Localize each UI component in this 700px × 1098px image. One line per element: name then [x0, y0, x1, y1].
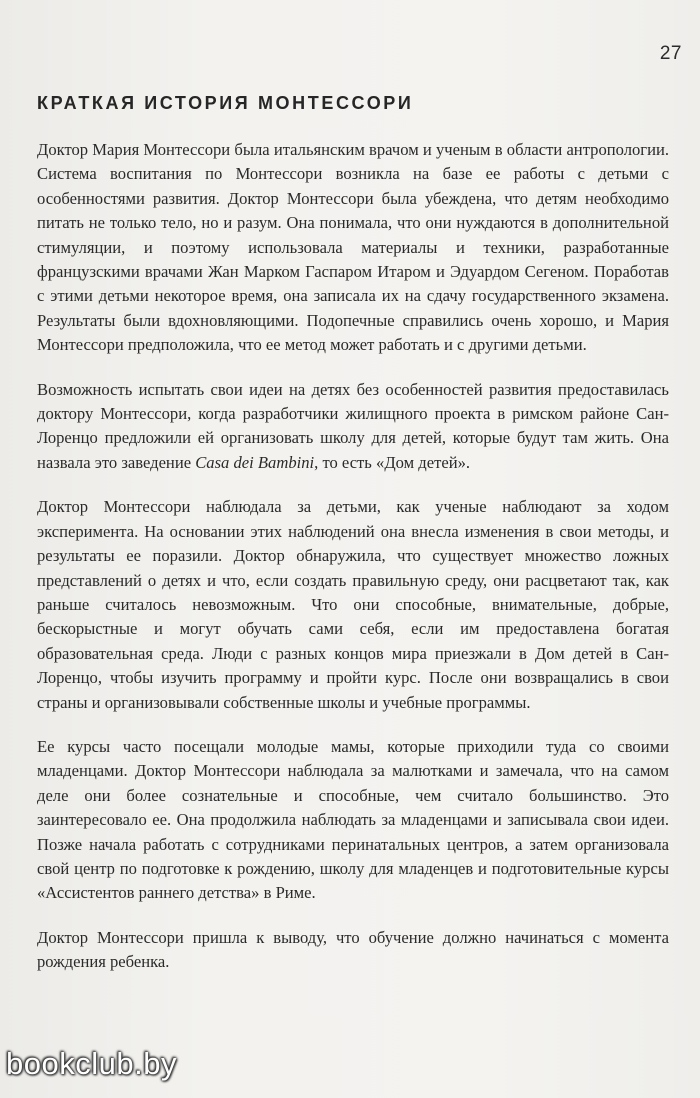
page-number: 27	[659, 43, 682, 64]
paragraph-2-italic: Casa dei Bambini	[195, 452, 315, 472]
chapter-title: КРАТКАЯ ИСТОРИЯ МОНТЕССОРИ	[37, 93, 414, 113]
paragraph-2-end: , то есть «Дом детей».	[314, 452, 471, 472]
watermark: bookclub.by	[6, 1046, 177, 1081]
paragraph-5: Доктор Монтессори пришла к выводу, что обучение должно начинаться с момента рождения ребенка.	[37, 927, 669, 972]
body-text	[37, 138, 669, 975]
paragraph-3: Доктор Монтессори наблюдала за детьми, как ученые наблюдают за ходом эксперимента. На основании этих наблюдений она внесла изменения в свои методы, и результаты ее поразили. Доктор обнаружила, что существует множество ложных представлений о детях и что, если создать правильную среду, они расцветают так, как раньше считалось невозможным. Что они способные, внимательные, добрые, бескорыстные и могут обучать сами себя, если им предоставлена богатая образовательная среда. Люди с разных концов мира приезжали в Дом детей в Сан-Лоренцо, чтобы изучить программу и пройти курс. После они возвращались в свои страны и организовывали собственные школы и учебные программы.	[37, 497, 669, 712]
paragraph-2	[37, 378, 669, 476]
paragraph-1: Доктор Мария Монтессори была итальянским врачом и ученым в области антропологии. Система воспитания по Монтессори возникла на базе ее работы с детьми с особенностями развития. Доктор Монтессори была убеждена, что детям необходимо питать не только тело, но и разум. Она понимала, что они нуждаются в дополнительной стимуляции, и поэтому использовала материалы и техники, разработанные французскими врачами Жан Марком Гаспаром Итаром и Эдуардом Сегеном. Поработав с этими детьми некоторое время, она записала их на сдачу государственного экзамена. Результаты были вдохновляющими. Подопечные справились очень хорошо, и Мария Монтессори предположила, что ее метод может работать и с другими детьми.	[37, 140, 669, 355]
paragraph-2-start: Возможность испытать свои идеи на детях без особенностей развития предоставилась доктору Монтессори, когда разработчики жилищного проекта в римском районе Сан-Лоренцо предложили ей организовать школу для детей, которые будут там жить. Она назвала это заведение	[37, 379, 669, 472]
paragraph-4: Ее курсы часто посещали молодые мамы, которые приходили туда со своими младенцами. Доктор Монтессори наблюдала за малютками и замечала, что на самом деле они более сознательные и способные, чем считало большинство. Это заинтересовало ее. Она продолжила наблюдать за младенцами и записывала свои идеи. Позже начала работать с сотрудниками перинатальных центров, а затем организовала свой центр по подготовке к рождению, школу для младенцев и подготовительные курсы «Ассистентов раннего детства» в Риме.	[37, 736, 669, 903]
